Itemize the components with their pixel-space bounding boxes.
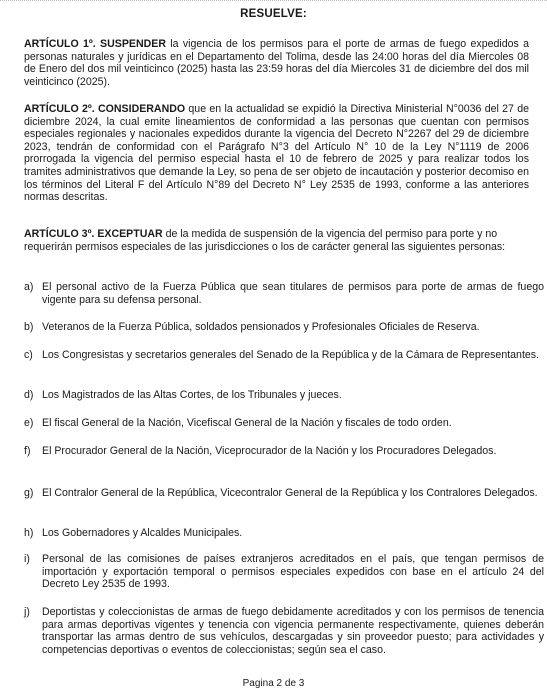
article-1-title: ARTÍCULO 1º. SUSPENDER bbox=[24, 38, 166, 50]
article-3-title: ARTÍCULO 3º. EXCEPTUAR bbox=[24, 228, 163, 240]
article-2 bbox=[24, 103, 529, 204]
list-item-label: a) bbox=[24, 281, 34, 293]
list-item bbox=[24, 487, 544, 500]
list-item-label: c) bbox=[24, 349, 33, 361]
article-2-title: ARTÍCULO 2º. CONSIDERANDO bbox=[24, 103, 186, 115]
resolution-heading: RESUELVE: bbox=[240, 8, 307, 20]
page-number: Pagina 2 de 3 bbox=[242, 678, 305, 689]
list-item-text: El Procurador General de la Nación, Viceprocurador de la Nación y los Procuradores Delegados. bbox=[42, 445, 497, 457]
article-3-body: de la medida de suspensión de la vigencia del permiso para porte y no requerirán permisos especiales de las jurisdicciones o los de carácter general las siguientes personas: bbox=[24, 228, 506, 253]
article-3 bbox=[24, 228, 529, 253]
list-item bbox=[24, 417, 544, 430]
list-item-label: e) bbox=[24, 417, 34, 429]
list-item-text: Personal de las comisiones de países extranjeros acreditados en el país, que tengan permisos de importación y exportación temporal o permisos especiales expedidos con base en el artículo 24 del Decreto Ley 2535 de 1993. bbox=[42, 553, 544, 591]
list-item-text: El fiscal General de la Nación, Vicefiscal General de la Nación y fiscales de todo orden. bbox=[42, 417, 452, 429]
page-top-edge bbox=[0, 0, 547, 4]
article-1 bbox=[24, 38, 529, 88]
list-item-label: i) bbox=[24, 553, 30, 565]
list-item-text: El Contralor General de la República, Vicecontralor General de la República y los Contralores Delegados. bbox=[42, 487, 538, 499]
list-item-label: h) bbox=[24, 527, 34, 539]
list-item-text: Deportistas y coleccionistas de armas de fuego debidamente acreditados y con los permisos de tenencia para armas deportivas vigentes y tenencia con vigencia permanente respectivamente, quienes deberán transportar las armas dentro de sus vehículos, descargadas y sin proveedor puesto; para actividades y competencias deportivas o eventos de coleccionistas; según sea el caso. bbox=[42, 606, 544, 656]
list-item bbox=[24, 281, 544, 306]
list-item-text: Los Magistrados de las Altas Cortes, de los Tribunales y jueces. bbox=[42, 389, 342, 401]
list-item-text: Los Gobernadores y Alcaldes Municipales. bbox=[42, 527, 243, 539]
list-item bbox=[24, 553, 544, 591]
list-item bbox=[24, 527, 544, 540]
list-item-label: f) bbox=[24, 445, 31, 457]
list-item bbox=[24, 389, 544, 402]
list-item-text: El personal activo de la Fuerza Pública que sean titulares de permisos para porte de armas de fuego vigente para su defensa personal. bbox=[42, 281, 544, 306]
list-item bbox=[24, 349, 544, 362]
list-item-label: j) bbox=[24, 606, 30, 618]
list-item-text: Veteranos de la Fuerza Pública, soldados pensionados y Profesionales Oficiales de Reserva. bbox=[42, 321, 480, 333]
list-item bbox=[24, 445, 544, 458]
article-1-body: la vigencia de los permisos para el porte de armas de fuego expedidos a personas naturales y jurídicas en el Departamento del Tolima, desde las 24:00 horas del día Miercoles 08 de Enero del dos mil veinticinco (2025) hasta las 23:59 horas del día Miercoles 31 de diciembre del dos mil veinticinco (2025). bbox=[24, 38, 529, 88]
list-item-text: Los Congresistas y secretarios generales del Senado de la República y de la Cámara de Representantes. bbox=[42, 349, 540, 361]
article-2-body: que en la actualidad se expidió la Directiva Ministerial N°0036 del 27 de diciembre 2024, la cual emite lineamientos de conformidad a las personas que cuentan con permisos especiales regionales y nacionales expedidos durante la vigencia del Decreto N°2267 del 29 de diciembre 2023, tendrán de conformidad con el Parágrafo N°3 del Artículo N° 10 de la Ley N°1119 de 2006 prorrogada la vigencia del permiso especial hasta el 10 de febrero de 2025 y para realizar todos los tramites administrativos que demande la Ley, so pena de ser objeto de incautación y posterior decomiso en los términos del Literal F del Artículo N°89 del Decreto N° Ley 2535 de 1993, conforme a las anteriores normas descritas. bbox=[24, 103, 529, 204]
list-item bbox=[24, 321, 544, 334]
list-item bbox=[24, 606, 544, 656]
list-item-label: b) bbox=[24, 321, 34, 333]
list-item-label: d) bbox=[24, 389, 34, 401]
list-item-label: g) bbox=[24, 487, 34, 499]
